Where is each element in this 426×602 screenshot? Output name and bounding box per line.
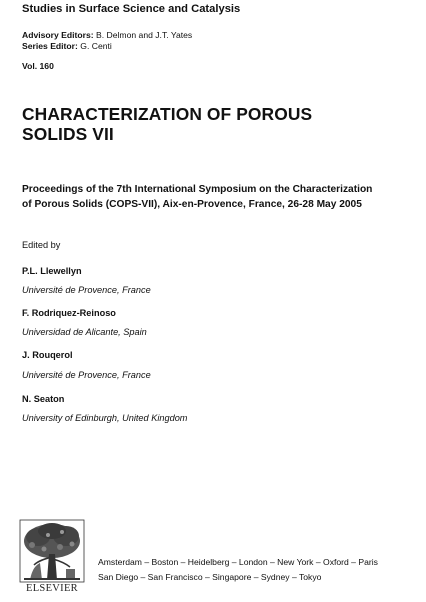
volume-number: Vol. 160 bbox=[22, 61, 54, 71]
editor-name: N. Seaton bbox=[22, 394, 65, 404]
proceedings-line-1: Proceedings of the 7th International Symposium on the Characterization bbox=[22, 184, 373, 195]
book-title-line-2: SOLIDS VII bbox=[22, 124, 114, 144]
editor-affiliation: Université de Provence, France bbox=[22, 370, 151, 380]
publisher-cities-line-2: San Diego – San Francisco – Singapore – Sydney – Tokyo bbox=[98, 572, 322, 582]
elsevier-logo bbox=[18, 519, 86, 597]
publisher-cities-line-1: Amsterdam – Boston – Heidelberg – London – New York – Oxford – Paris bbox=[98, 557, 378, 567]
book-title bbox=[22, 104, 312, 144]
advisory-editors-names: B. Delmon and J.T. Yates bbox=[96, 30, 193, 40]
book-title-line-1: CHARACTERIZATION OF POROUS bbox=[22, 104, 313, 124]
advisory-editors bbox=[22, 30, 192, 40]
series-editor-label: Series Editor: bbox=[22, 41, 78, 51]
editor-name: P.L. Llewellyn bbox=[22, 266, 82, 276]
series-title: Studies in Surface Science and Catalysis bbox=[22, 3, 241, 15]
editor-affiliation: University of Edinburgh, United Kingdom bbox=[22, 413, 188, 423]
edited-by-label: Edited by bbox=[22, 240, 61, 250]
editor-name: F. Rodriquez-Reinoso bbox=[22, 308, 116, 318]
series-editor-names: G. Centi bbox=[80, 41, 112, 51]
editor-affiliation: Université de Provence, France bbox=[22, 285, 151, 295]
editor-name: J. Rouqerol bbox=[22, 350, 73, 360]
advisory-editors-label: Advisory Editors: bbox=[22, 30, 94, 40]
editor-affiliation: Universidad de Alicante, Spain bbox=[22, 327, 147, 337]
elsevier-wordmark: ELSEVIER bbox=[26, 583, 78, 594]
proceedings-subtitle bbox=[22, 183, 372, 212]
proceedings-line-2: of Porous Solids (COPS-VII), Aix-en-Provence, France, 26-28 May 2005 bbox=[22, 198, 362, 210]
series-editor bbox=[22, 41, 112, 51]
